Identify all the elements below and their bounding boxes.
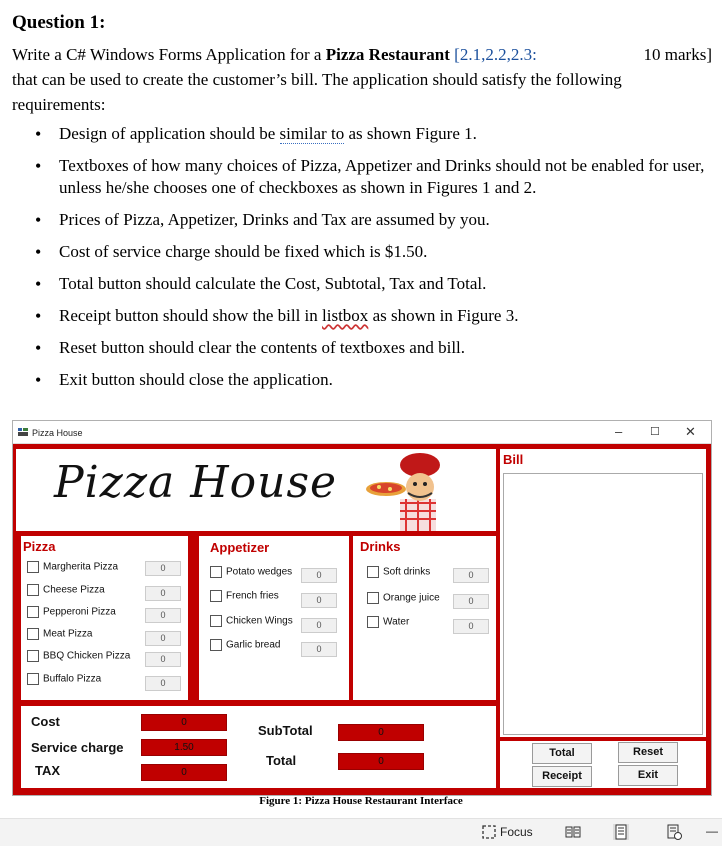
bill-panel (500, 449, 706, 737)
bill-listbox[interactable] (503, 473, 703, 735)
chef-icon (364, 451, 474, 531)
totals-panel (21, 706, 496, 788)
close-icon[interactable]: ✕ (685, 424, 696, 439)
drinks-qty[interactable]: 0 (453, 619, 489, 634)
drinks-title: Drinks (360, 539, 401, 554)
requirement-item: • Reset button should clear the contents of textboxes and bill. (12, 337, 712, 359)
pizza-qty[interactable]: 0 (145, 631, 181, 646)
form-screenshot (12, 420, 712, 796)
checkbox[interactable] (367, 566, 379, 578)
maximize-icon[interactable]: ☐ (650, 426, 660, 438)
logo-panel (16, 449, 496, 531)
read-mode-icon[interactable] (565, 824, 581, 840)
total-value[interactable]: 0 (338, 753, 424, 770)
pizza-qty[interactable]: 0 (145, 676, 181, 691)
form-frame (13, 444, 711, 795)
focus-label[interactable]: Focus (500, 825, 533, 839)
checkbox[interactable] (210, 639, 222, 651)
checkbox[interactable] (27, 561, 39, 573)
requirement-item: • Exit button should close the application. (12, 369, 712, 391)
drinks-qty[interactable]: 0 (453, 568, 489, 583)
requirement-item: • Textboxes of how many choices of Pizza, Appetizer and Drinks should not be enabled for user, unless he/she chooses one of checkboxes as shown in Figures 1 and 2. (12, 155, 712, 199)
exit-button[interactable]: Exit (618, 765, 678, 786)
checkbox[interactable] (210, 615, 222, 627)
cost-value[interactable]: 0 (141, 714, 227, 731)
zoom-out-label[interactable]: — (706, 824, 718, 838)
web-layout-icon[interactable] (666, 824, 682, 840)
checkbox[interactable] (210, 590, 222, 602)
checkbox[interactable] (367, 592, 379, 604)
checkbox[interactable] (27, 673, 39, 685)
figure-caption: Figure 1: Pizza House Restaurant Interface (259, 795, 463, 807)
bill-title: Bill (503, 452, 524, 467)
appetizer-qty[interactable]: 0 (301, 593, 337, 608)
appetizer-title: Appetizer (210, 540, 270, 555)
drinks-option[interactable]: Orange juice (367, 592, 440, 606)
pizza-title: Pizza (23, 539, 56, 554)
drinks-option[interactable]: Water (367, 616, 409, 630)
buttons-panel (500, 741, 706, 788)
pizza-option[interactable]: Pepperoni Pizza (27, 606, 116, 620)
tax-value[interactable]: 0 (141, 764, 227, 781)
service-value[interactable]: 1.50 (141, 739, 227, 756)
service-label: Service charge (31, 740, 124, 755)
appetizer-panel (199, 536, 349, 700)
requirements-list (12, 123, 712, 391)
pizza-panel (21, 536, 188, 700)
total-button[interactable]: Total (532, 743, 592, 764)
pizza-option[interactable]: Cheese Pizza (27, 584, 105, 598)
intro-bold: Pizza Restaurant (325, 45, 450, 64)
appetizer-option[interactable]: Chicken Wings (210, 615, 293, 629)
print-layout-icon[interactable] (613, 824, 629, 840)
subtotal-value[interactable]: 0 (338, 724, 424, 741)
receipt-button[interactable]: Receipt (532, 766, 592, 787)
subtotal-label: SubTotal (258, 723, 313, 738)
pizza-qty[interactable]: 0 (145, 561, 181, 576)
pizza-qty[interactable]: 0 (145, 586, 181, 601)
requirement-item: • Cost of service charge should be fixed which is $1.50. (12, 241, 712, 263)
window-titlebar (13, 421, 711, 444)
pizza-qty[interactable]: 0 (145, 652, 181, 667)
checkbox[interactable] (27, 650, 39, 662)
app-icon (18, 428, 28, 436)
checkbox[interactable] (27, 584, 39, 596)
tax-label: TAX (35, 763, 61, 778)
question-title: Question 1: (12, 12, 106, 33)
cost-label: Cost (31, 714, 60, 729)
appetizer-option[interactable]: French fries (210, 590, 279, 604)
focus-icon[interactable] (481, 824, 497, 840)
checkbox[interactable] (210, 566, 222, 578)
pizza-qty[interactable]: 0 (145, 608, 181, 623)
appetizer-option[interactable]: Potato wedges (210, 566, 292, 580)
drinks-panel (353, 536, 496, 700)
intro-rest: that can be used to create the customer’s bill. The application should satisfy the following requirements: (12, 70, 622, 114)
intro-prefix: Write a C# Windows Forms Application for a (12, 45, 326, 64)
pizza-option[interactable]: Buffalo Pizza (27, 673, 101, 687)
logo-title: Pizza House (54, 457, 338, 508)
requirement-item: • Receipt button should show the bill in listbox as shown in Figure 3. (12, 305, 712, 327)
status-bar (0, 818, 722, 846)
checkbox[interactable] (27, 606, 39, 618)
checkbox[interactable] (367, 616, 379, 628)
requirement-item: • Total button should calculate the Cost, Subtotal, Tax and Total. (12, 273, 712, 295)
intro-ref: [2.1,2.2,2.3: (449, 45, 537, 64)
checkbox[interactable] (27, 628, 39, 640)
drinks-qty[interactable]: 0 (453, 594, 489, 609)
drinks-option[interactable]: Soft drinks (367, 566, 430, 580)
appetizer-qty[interactable]: 0 (301, 618, 337, 633)
total-label: Total (266, 753, 297, 768)
minimize-icon[interactable]: – (615, 424, 623, 439)
requirement-item: • Prices of Pizza, Appetizer, Drinks and Tax are assumed by you. (12, 209, 712, 231)
appetizer-qty[interactable]: 0 (301, 568, 337, 583)
document-body (12, 12, 712, 401)
intro-line-1 (12, 42, 712, 67)
pizza-option[interactable]: BBQ Chicken Pizza (27, 650, 130, 664)
window-title: Pizza House (32, 428, 83, 438)
appetizer-option[interactable]: Garlic bread (210, 639, 280, 653)
reset-button[interactable]: Reset (618, 742, 678, 763)
pizza-option[interactable]: Margherita Pizza (27, 561, 118, 575)
pizza-option[interactable]: Meat Pizza (27, 628, 92, 642)
intro-marks: 10 marks] (643, 45, 712, 64)
appetizer-qty[interactable]: 0 (301, 642, 337, 657)
requirement-item: • Design of application should be similar to as shown Figure 1. (12, 123, 712, 145)
